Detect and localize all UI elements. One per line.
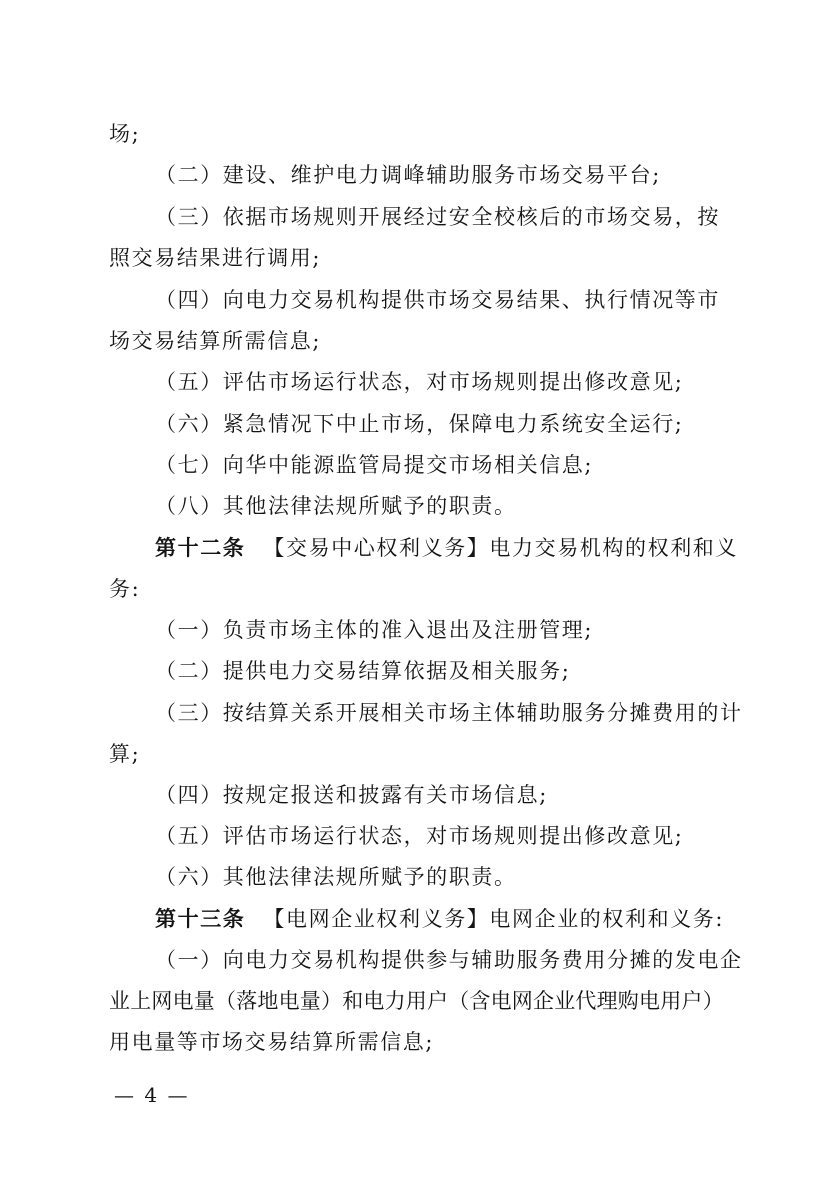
paragraph-line: （三）按结算关系开展相关市场主体辅助服务分摊费用的计 [155, 701, 743, 725]
paragraph-line: （三）依据市场规则开展经过安全校核后的市场交易，按 [155, 205, 720, 229]
paragraph-line: 场交易结算所需信息; [109, 329, 322, 353]
paragraph-line: （五）评估市场运行状态，对市场规则提出修改意见; [155, 370, 684, 394]
paragraph-line: （六）其他法律法规所赋予的职责。 [155, 865, 517, 889]
paragraph-line: 用电量等市场交易结算所需信息; [109, 1030, 435, 1054]
paragraph-line: （五）评估市场运行状态，对市场规则提出修改意见; [155, 824, 684, 848]
paragraph-line: （二）提供电力交易结算依据及相关服务; [155, 659, 571, 683]
paragraph-line: （七）向华中能源监管局提交市场相关信息; [155, 453, 594, 477]
article-12-line [155, 533, 739, 563]
paragraph-line: （四）按规定报送和披露有关市场信息; [155, 783, 548, 807]
paragraph-line: 务: [109, 577, 141, 601]
paragraph-line: （八）其他法律法规所赋予的职责。 [155, 494, 517, 518]
paragraph-line: 业上网电量（落地电量）和电力用户（含电网企业代理购电用户） [109, 989, 724, 1013]
page-number: — 4 — [114, 1083, 190, 1107]
paragraph-line: （一）负责市场主体的准入退出及注册管理; [155, 618, 594, 642]
article-13-line [155, 904, 729, 934]
paragraph-line: 算; [109, 742, 141, 766]
paragraph-line: （四）向电力交易机构提供市场交易结果、执行情况等市 [155, 288, 720, 312]
paragraph-line: 照交易结果进行调用; [109, 246, 322, 270]
article-12-text: 【交易中心权利义务】电力交易机构的权利和义 [263, 536, 739, 560]
paragraph-line: 场; [109, 122, 141, 146]
paragraph-line: （六）紧急情况下中止市场，保障电力系统安全运行; [155, 412, 684, 436]
article-13-label: 第十三条 [155, 906, 246, 931]
article-13-text: 【电网企业权利义务】电网企业的权利和义务: [263, 907, 725, 931]
paragraph-line: （二）建设、维护电力调峰辅助服务市场交易平台; [155, 163, 661, 187]
article-12-label: 第十二条 [155, 535, 246, 560]
paragraph-line: （一）向电力交易机构提供参与辅助服务费用分摊的发电企 [155, 948, 743, 972]
